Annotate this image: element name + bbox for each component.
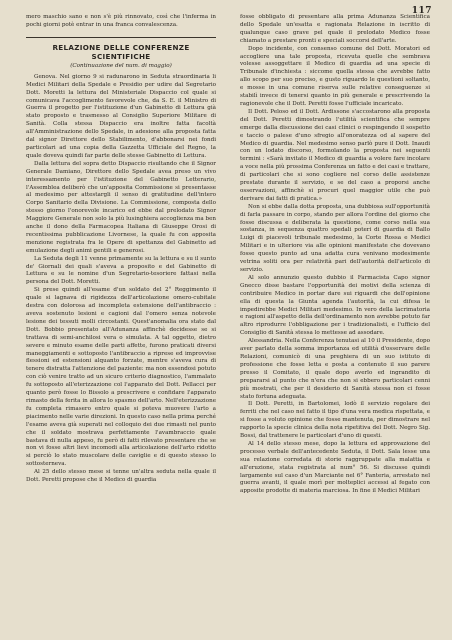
paragraph: Non si ebbe dalla dotta proposta, una dubbiosa sull'opportunità di farla passare in corpo, stando per allora l'ordine del giorno che fosse discussa e deliberata la questione, come corso nella sua sostanza, in sequenza quattro spedali poteri di guardia di Ballo Luigi di piacevoli tribunale medesimo, la Corte Rossa e Medici Militari e in ulteriore via alle opinioni manifestate che dovevano fosse questo punto ad una adatta cura venivano modesimente vetrina soliti ora per relatività pari dell'autorità dell'articolo di servizio. — [240, 203, 430, 273]
section-title: RELAZIONE DELLE CONFERENZE SCIENTIFICHE — [52, 42, 190, 61]
lead-paragraph: mero maschio sano e non s'è più rinnovato, così che l'inferma in pochi giorni potè entrar in una franca convalescenza. — [26, 14, 216, 28]
paragraph: Il Dott. Peloso ed il Dott. Ardissone s'accostarono alla proposta del Dott. Peretti dimostrando l'utilità scientifica che sempre emerge dalla discussione dei casi clinici o respingendo il sospetto e taccio o palese d'uno sfregio all'onoratezza od al sapere del Medico di guardia. Nel medesimo senso parlò pure il Dott. Inaudi con un lodato discorso, formolando la proposta nei seguenti termini : «Sarà invitato il Medico di guardia a volere fare incolare a voce nella più prossima Conferenza un fatto e dei casi e trattare, di particolari che si sono cogliere nel corso delle assistenze prestate durante il servizio, e se del caso a proporsi anche osservazioni, affinchè si procuri quel maggior utile che può derivare dai fatti di pratica.» — [240, 108, 430, 202]
paragraph: Al solo annunzio questo dubbio il Farmacista Capo signor Gnecco disse bastare l'opportunità dei motivi della scienza di contribuire Medico in portar dare sui riguardi che dell'opinione ella di questa la Giunta agenda l'autorità, la cui difesa le impedirebbe Medici Militari medesimo. In vero della lacrimatoria e ragioni all'aspetto della dell'ordinamento non avrebbe potuto far altro riprodurre l'obbligazione per i tradizionalisti, e l'ufficio del Consiglio di Sanità stessa lo mettesse ad assodare. — [240, 274, 430, 337]
paragraph: Al 25 dello stesso mese si tenne un'altra seduta nella quale il Dott. Peretti propose che il Medico di guardia — [26, 469, 216, 484]
paragraph: Dopo incidente, con consenso comune del Dott. Moratori ed accogliere una tale proposta, ricevuta quelle che sembrava volesse assoggettare il Medico di guardia ad una specie di Tribunale d'inchiesta : siccome quella stessa che avrebbe fatto allo scopo per suo preciso, e gusto riguardo le questioni soltanto, e mosse in una comune riserva sulle relative conseguenze si stabilì invece di tenersi quanto in più generale e prescrivendo la ragionevole che il Dott. Peretti fosse l'ufficiale incaricato. — [240, 45, 430, 107]
paragraph: Al 14 dello stesso mese, dopo la lettura ed approvazione del processo verbale dell'antecedente Seduta, il Dott. Sala lesse una sua relazione corredata di storie raggruppate alla malattia e all'eruzione, stata registrata al num° 56. Si discusse quindi largamente sul caso d'un Marciante nel 6° Fanteria, arrestato nel guerra avanti, il quale morì per molteplici accessi al fegato con apposite prodotte di materia marciosa. In fine il Medici Militari — [240, 440, 430, 495]
page-number: 117 — [411, 6, 432, 16]
section-subtitle: (Continuazione del num. di maggio) — [70, 62, 172, 69]
paragraph: Alessandria. Nella Conferenza tenutasi al 10 il Presidente, dopo aver parlato della somma importanza ed utilità d'osservare delle Relazioni, comunicò di una preghiera di un suo istituto di professione che fosse letta e posta a contenuto il suo parere presso il Comitato, il quale dopo averlo ed ingrandito di prepararsi al punto che n'era che non si ebbero particolari cenni più mostrati, che per il desiderio di Sanità stessa non ci fosse stato fortuna adeguata. — [240, 338, 430, 400]
paragraph: Il Dott. Peretti, in Bartolomei, lodò il servizio regolare dei ferriti che nel caso nel fatto il tipo d'una vera medica rispettata, e si fosse a voluto opinione che fosse mantenuta, per dimostrare nel rapporto la specie clinica della nota ripetitiva del Dott. Negro Sig. Bossi, dal trattenere le particolari d'uno di questi. — [240, 401, 430, 440]
right-column — [240, 14, 430, 496]
paragraph: fosse obbligato di presentare alla prima Adunanza Scientifica dello Spedale un'esatta e ragionata Relazione in iscritto di qualunque caso grave pel quale il prelodato Medico fosse chiamato a prestare pronti e speciali soccorsi dell'arte. — [240, 14, 430, 44]
paragraph: Si prese quindi all'esame d'un soldato del 2° Reggimento il quale si lagnava di rigidezza dell'articolazione omero-cubitale destra con dolorosa ad incompleta estensione dell'antibraccio : aveva sostenuto lesioni e cagioni dal l'omero senza notevole lesione dei tessuti molli circostanti. Quest'anomalia ora stato dal Dott. Bobbio presentato all'Adunanza affinchè decidesse se si trattava di semi-anchilosi vera o simulata. A tal oggetto, dietro severe e minuto esame delle parti affette, furono praticati diversi maneggiamenti e sottoposto l'antibraccio a riprese ed improvvise flessioni ed estensioni alquanto forzate, mentre s'aveva cura di tenere distratta l'attenzione del paziente: ma non essendosi potuto con ciò venire tratto ad un sicuro criterio diagnostico, l'ammalato fu sottoposto all'eterizzazione col l'apparato del Dott. Pellacci per quanto però fosse lo Bissolo a prescrivere e confidare l'apparato rimasto della ferita in allora lo spasmo dell'arto. Nell'eterizzazione fu completa rimasero entro quale si poteva muovere l'arto a piacimento nelle varie direzioni. In questo caso nella prima perché l'esame aveva già superati nel colloquio dei due rimasti nel punto che il soldato mostrava perfettamente l'avambraccio quale bastava di nulla appeso, fu però di fatti rilevato presentare che se non vi fosse altri lievi incomodi alla articolazione dell'arto ridotto si perciò lo stato muscolare delle caviglie e di questo stesso lo sottosterneva. — [26, 287, 216, 468]
paragraph: Dalla lettura del sopra detto Dispaccio risultando che il Signor Generale Damiano, Direttore dello Spedale avea preso un vivo interessamento per l'istituzione del Gabinetto Letterario, l'Assemblea deliberò che un'apposita Commissione si presentasse al medesimo per attestargli il senso di gratitudine dell'intero Corpo Sanitario della Divisione. La Commissione, composta dello stesso giorno l'onorevole incarico ed ebbe dal prelodato Signor Maggiore Generale non solo la più lusinghiera accoglienza ma ben anche il dono della Farmacopea Italiana di Giuseppe Orosi di recentissima pubblicazione Livornese, la quale fu con apposita menzione registrata fra le Opere di spettanza del Gabinetto ad emulazione degli animi gentili e generosi. — [26, 160, 216, 254]
left-column — [26, 14, 216, 485]
section-divider — [26, 37, 216, 38]
paragraph: La Seduta degli 11 venne primamente su la lettura e su il sunto de' Giornali dei quali s'aveva a proposito e del Gabinetto di Lettura e su le nomine d'un Segretario-tesoriere fattasi nella persona del Dott. Moretti. — [26, 255, 216, 286]
paragraph: Genova. Nel giorno 9 si radunarono in Seduta straordinaria li Medici Militari della Spedale e Presidio per udire dal Segretario Dott. Moretti la lettura del Ministeriale Dispaccio col quale si comunicava l'accoglimento favorevole che, da S. E. il Ministro di Guerra il progetto per l'istituzione d'un Gabinetto di Lettura già stato proposto e trasmesso al Consiglio Superiore Militare di Sanità. Colla stessa Dispaccio era inoltre fatta facoltà all'Amministrazione dello Spedale, in adesione alla proposta fatta dal signor Direttore dello Stabilimento, d'abbonarsi nei fondi particolari ad una copia della Gazzetta Ufficiale del Regno, la quale doveva quindi far parte delle stesse Gabinetto di Lettura. — [26, 73, 216, 159]
